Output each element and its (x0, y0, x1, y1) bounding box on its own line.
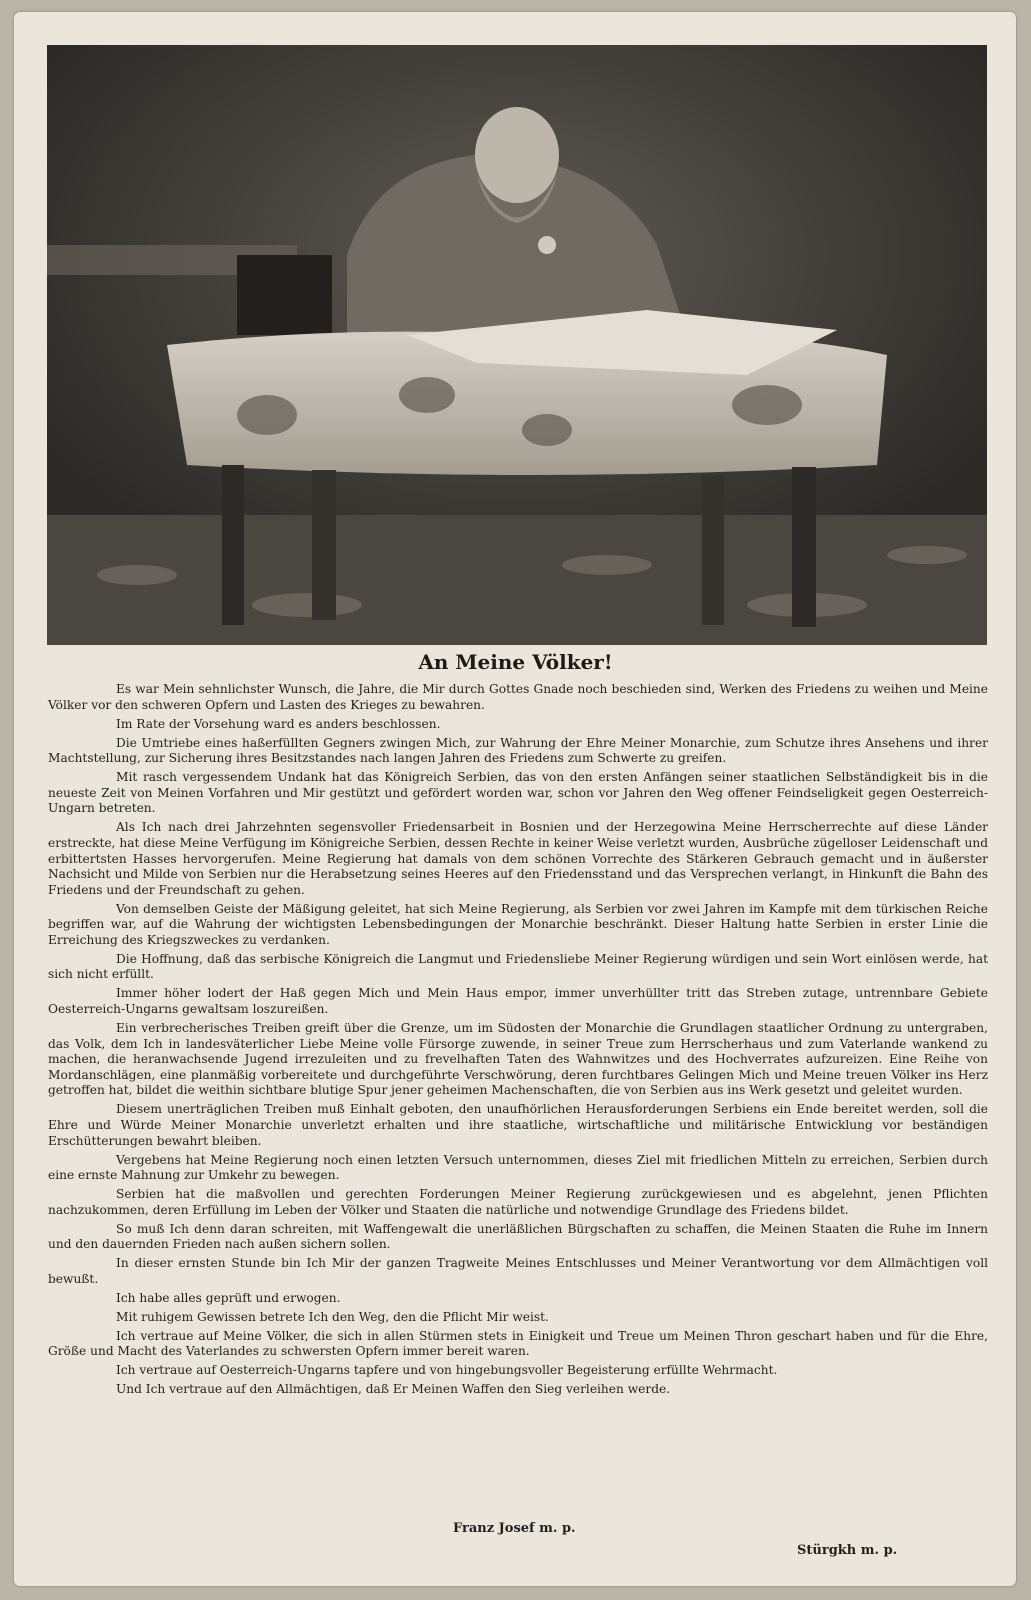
table-leg (702, 475, 724, 625)
photo-illustration (47, 45, 987, 645)
paragraph: Von demselben Geiste der Mäßigung geleitet, hat sich Meine Regierung, als Serbien vor zwei Jahren im Kampfe mit dem türkischen Reiche begriffen war, auf die Wahrung der wichtigsten Lebensbedingungen der Monarchie beschränkt. Dieser Haltung hatte Serbien in erster Linie die Erreichung des Kriegszweckes zu verdanken. (48, 901, 988, 947)
signature-stuergkh: Stürgkh m. p. (797, 1543, 898, 1558)
paragraph: Die Umtriebe eines haßerfüllten Gegners zwingen Mich, zur Wahrung der Ehre Meiner Monarchie, zum Schutze ihres Ansehens und ihrer Machtstellung, zur Sicherung ihres Besitzstandes nach langen Jahren des Friedens zum Schwerte zu greifen. (48, 735, 988, 766)
paragraph: Mit rasch vergessendem Undank hat das Königreich Serbien, das von den ersten Anfängen seiner staatlichen Selbständigkeit bis in die neueste Zeit von Meinen Vorfahren und Mir gestützt und gefördert worden war, schon vor Jahren den Weg offener Feindseligkeit gegen Oesterreich-Ungarn betreten. (48, 770, 988, 816)
paragraph: So muß Ich denn daran schreiten, mit Waffengewalt die unerläßlichen Bürgschaften zu schaffen, die Meinen Staaten die Ruhe im Innern und den dauernden Frieden nach außen sichern sollen. (48, 1221, 988, 1252)
paragraph: In dieser ernsten Stunde bin Ich Mir der ganzen Tragweite Meines Entschlusses und Meiner Verantwortung vor dem Allmächtigen voll bewußt. (48, 1256, 988, 1286)
paragraph: Immer höher lodert der Haß gegen Mich und Mein Haus empor, immer unverhüllter tritt das Streben zutage, untrennbare Gebiete Oesterreich-Ungarns gewaltsam loszureißen. (48, 986, 988, 1017)
floor-carpet (47, 515, 987, 645)
proclamation-body (48, 682, 988, 1401)
paragraph: Ich habe alles geprüft und erwogen. (116, 1290, 341, 1305)
paragraph: Ein verbrecherisches Treiben greift über die Grenze, um im Südosten der Monarchie die Grundlagen staatlicher Ordnung zu untergraben, das Volk, dem Ich in landesväterlicher Liebe Meine volle Fürsorge zuwende, in seiner Treue zum Herrscherhaus und zum Vaterlande wankend zu machen, die heranwachsende Jugend irrezuleiten und zu frevelhaften Taten des Wahnwitzes und des Hochverrates aufzureizen. Eine Reihe von Mordanschlägen, eine planmäßig vorbereitete und durchgeführte Verschwörung, deren furchtbares Gelingen Mich und Meine treuen Völker ins Herz getroffen hat, bildet die weithin sichtbare blutige Spur jener geheimen Machenschaften, die von Serbien aus ins Werk gesetzt und geleitet wurden. (48, 1021, 988, 1098)
cap-on-table (237, 255, 332, 335)
paragraph: Serbien hat die maßvollen und gerechten Forderungen Meiner Regierung zurückgewiesen und es abgelehnt, jenen Pflichten nachzukommen, deren Erfüllung im Leben der Völker und Staaten die natürliche und notwendige Grundlage des Friedens bildet. (48, 1187, 988, 1217)
paragraph: Als Ich nach drei Jahrzehnten segensvoller Friedensarbeit in Bosnien und der Herzegowina Meine Herrscherrechte auf diese Länder erstreckte, hat diese Meine Verfügung im Königreiche Serbien, dessen Rechte in keiner Weise verletzt wurden, Ausbrüche zügelloser Leidenschaft und erbittertsten Hasses hervorgerufen. Meine Regierung hat damals von dem schönen Vorrechte des Stärkeren Gebrauch gemacht und in äußerster Nachsicht und Milde von Serbien nur die Herabsetzung seines Heeres auf den Friedensstand und das Versprechen verlangt, in Hinkunft die Bahn des Friedens und der Freundschaft zu gehen. (48, 820, 988, 897)
photo-emperor-writing-at-desk (47, 45, 987, 645)
paragraph: Mit ruhigem Gewissen betrete Ich den Weg, den die Pflicht Mir weist. (116, 1309, 549, 1324)
paragraph: Diesem unerträglichen Treiben muß Einhalt geboten, den unaufhörlichen Herausforderungen Serbiens ein Ende bereitet werden, soll die Ehre und Würde Meiner Monarchie unverletzt erhalten und ihre staatliche, wirtschaftliche und militärische Entwicklung vor beständigen Erschütterungen bewahrt bleiben. (48, 1102, 988, 1148)
paragraph: Im Rate der Vorsehung ward es anders beschlossen. (116, 716, 441, 731)
paragraph: Und Ich vertraue auf den Allmächtigen, daß Er Meinen Waffen den Sieg verleihen werde. (116, 1382, 671, 1397)
table-leg (312, 470, 336, 620)
emperor-head (475, 107, 559, 203)
proclamation-title: An Meine Völker! (418, 650, 613, 674)
paragraph: Ich vertraue auf Meine Völker, die sich in allen Stürmen stets in Einigkeit und Treue um Meinen Thron geschart haben und für die Ehre, Größe und Macht des Vaterlandes zu schwersten Opfern immer bereit waren. (48, 1328, 988, 1359)
table-leg (222, 465, 244, 625)
signature-franz-josef: Franz Josef m. p. (453, 1521, 576, 1536)
paragraph: Die Hoffnung, daß das serbische Königreich die Langmut und Friedensliebe Meiner Regierung würdigen und sein Wort einlösen werde, hat sich nicht erfüllt. (48, 951, 988, 982)
table-leg (792, 467, 816, 627)
paragraph: Ich vertraue auf Oesterreich-Ungarns tapfere und von hingebungsvoller Begeisterung erfüllte Wehrmacht. (116, 1363, 778, 1378)
paragraph: Vergebens hat Meine Regierung noch einen letzten Versuch unternommen, dieses Ziel mit friedlichen Mitteln zu erreichen, Serbien durch eine ernste Mahnung zur Umkehr zu bewegen. (48, 1152, 988, 1183)
paragraph: Es war Mein sehnlichster Wunsch, die Jahre, die Mir durch Gottes Gnade noch beschieden sind, Werken des Friedens zu weihen und Meine Völker vor den schweren Opfern und Lasten des Krieges zu bewahren. (48, 682, 988, 712)
